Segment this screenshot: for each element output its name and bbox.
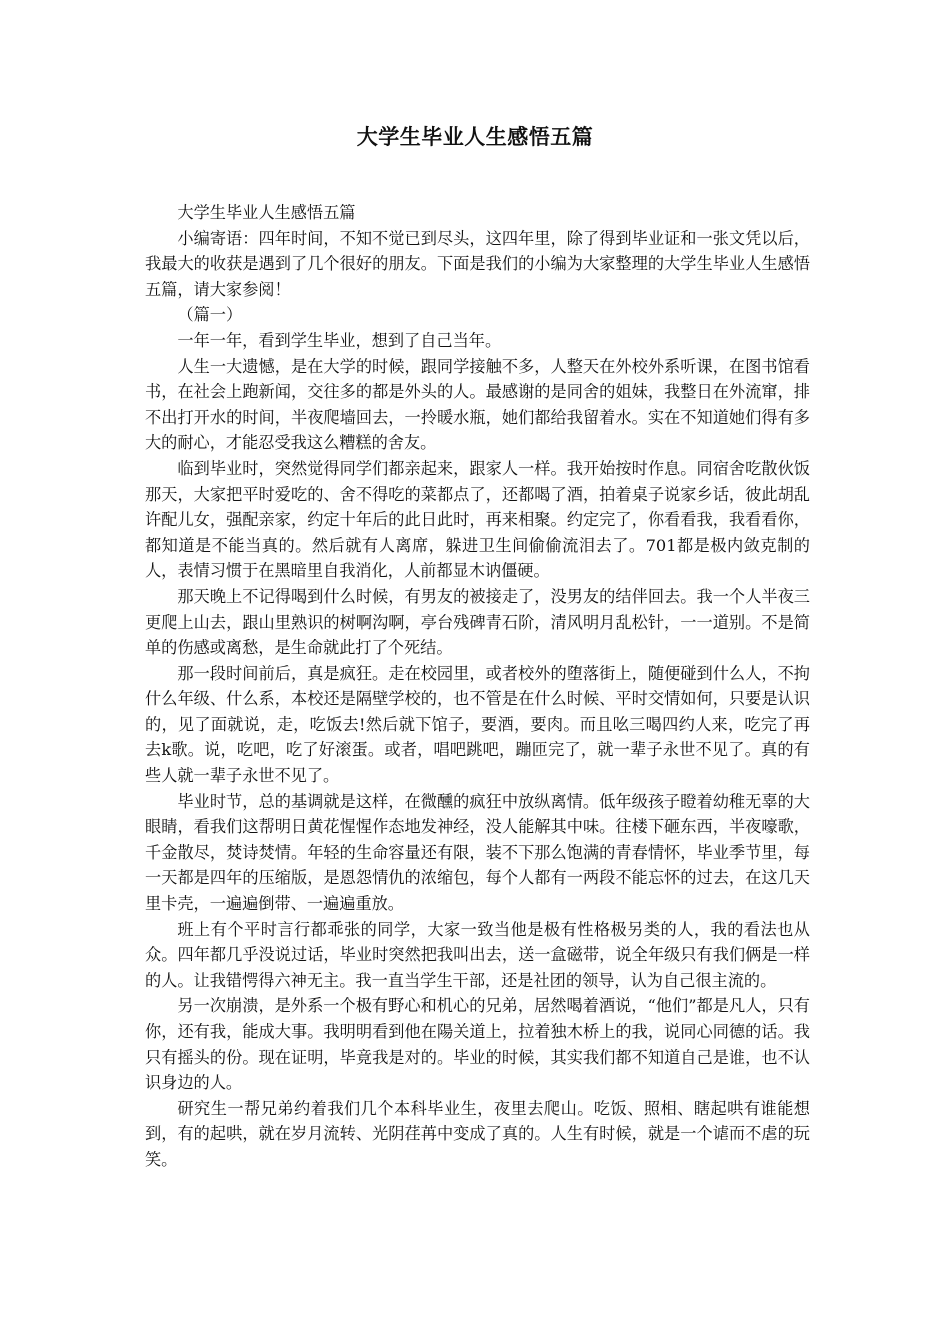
editor-note-paragraph: 小编寄语：四年时间，不知不觉已到尽头，这四年里，除了得到毕业证和一张文凭以后，我最大的收获是遇到了几个很好的朋友。下面是我们的小编为大家整理的大学生毕业人生感悟五篇，请大家参阅！ <box>145 228 810 299</box>
body-paragraph: 毕业时节，总的基调就是这样，在微醺的疯狂中放纵离情。低年级孩子瞪着幼稚无辜的大眼睛，看我们这帮明日黄花惺惺作态地发神经，没人能解其中味。往楼下砸东西，半夜嚎歌，千金散尽，焚诗焚情。年轻的生命容量还有限，装不下那么饱满的青春情怀，毕业季节里，每一天都是四年的压缩版，是恩怨情仇的浓缩包，每个人都有一两段不能忘怀的过去，在这几天里卡壳，一遍遍倒带、一遍遍重放。 <box>145 791 810 914</box>
body-paragraph: 临到毕业时，突然觉得同学们都亲起来，跟家人一样。我开始按时作息。同宿舍吃散伙饭那天，大家把平时爱吃的、舍不得吃的菜都点了，还都喝了酒，拍着桌子说家乡话，彼此胡乱许配儿女，强配亲家，约定十年后的此日此时，再来相聚。约定完了，你看看我，我看看你，都知道是不能当真的。然后就有人离席，躲进卫生间偷偷流泪去了。701都是极内敛克制的人，表情习惯于在黑暗里自我消化，人前都显木讷僵硬。 <box>145 458 810 581</box>
body-paragraph: 另一次崩溃，是外系一个极有野心和机心的兄弟，居然喝着酒说，“他们”都是凡人，只有你，还有我，能成大事。我明明看到他在陽关道上，拉着独木桥上的我，说同心同德的话。我只有摇头的份。现在证明，毕竟我是对的。毕业的时候，其实我们都不知道自己是谁，也不认识身边的人。 <box>145 996 810 1093</box>
subtitle-paragraph: 大学生毕业人生感悟五篇 <box>177 203 356 222</box>
body-paragraph: 研究生一帮兄弟约着我们几个本科毕业生，夜里去爬山。吃饭、照相、瞎起哄有谁能想到，有的起哄，就在岁月流转、光阴荏苒中变成了真的。人生有时候，就是一个谑而不虐的玩笑。 <box>145 1098 810 1169</box>
section-heading: （篇一） <box>177 305 243 325</box>
body-paragraph: 那天晚上不记得喝到什么时候，有男友的被接走了，没男友的结伴回去。我一个人半夜三更爬上山去，跟山里熟识的树啊沟啊，亭台残碑青石阶，清风明月乱松针，一一道别。不是简单的伤感或离愁，是生命就此打了个死结。 <box>145 586 810 658</box>
body-paragraph: 一年一年，看到学生毕业，想到了自己当年。 <box>177 330 502 350</box>
document-body <box>145 200 810 1173</box>
document-title: 大学生毕业人生感悟五篇 <box>356 124 594 149</box>
body-paragraph: 那一段时间前后，真是疯狂。走在校园里，或者校外的堕落街上，随便碰到什么人，不拘什么年级、什么系，本校还是隔壁学校的，也不管是在什么时候、平时交情如何，只要是认识的，见了面就说，走，吃饭去!然后就下馆子，要酒，要肉。而且吆三喝四约人来，吃完了再去k歌。说，吃吧，吃了好滚蛋。或者，唱吧跳吧，蹦匝完了，就一辈子永世不见了。真的有些人就一辈子永世不见了。 <box>145 663 810 786</box>
body-paragraph: 班上有个平时言行都乖张的同学，大家一致当他是极有性格极另类的人，我的看法也从众。四年都几乎没说过话，毕业时突然把我叫出去，送一盒磁带，说全年级只有我们俩是一样的人。让我错愕得六神无主。我一直当学生干部，还是社团的领导，认为自己很主流的。 <box>145 919 810 990</box>
body-paragraph: 人生一大遗憾，是在大学的时候，跟同学接触不多，人整天在外校外系听课，在图书馆看书，在社会上跑新闻，交往多的都是外头的人。最感谢的是同舍的姐妹，我整日在外流窜，排不出打开水的时间，半夜爬墙回去，一拎暖水瓶，她们都给我留着水。实在不知道她们得有多大的耐心，才能忍受我这么糟糕的舍友。 <box>145 356 810 453</box>
